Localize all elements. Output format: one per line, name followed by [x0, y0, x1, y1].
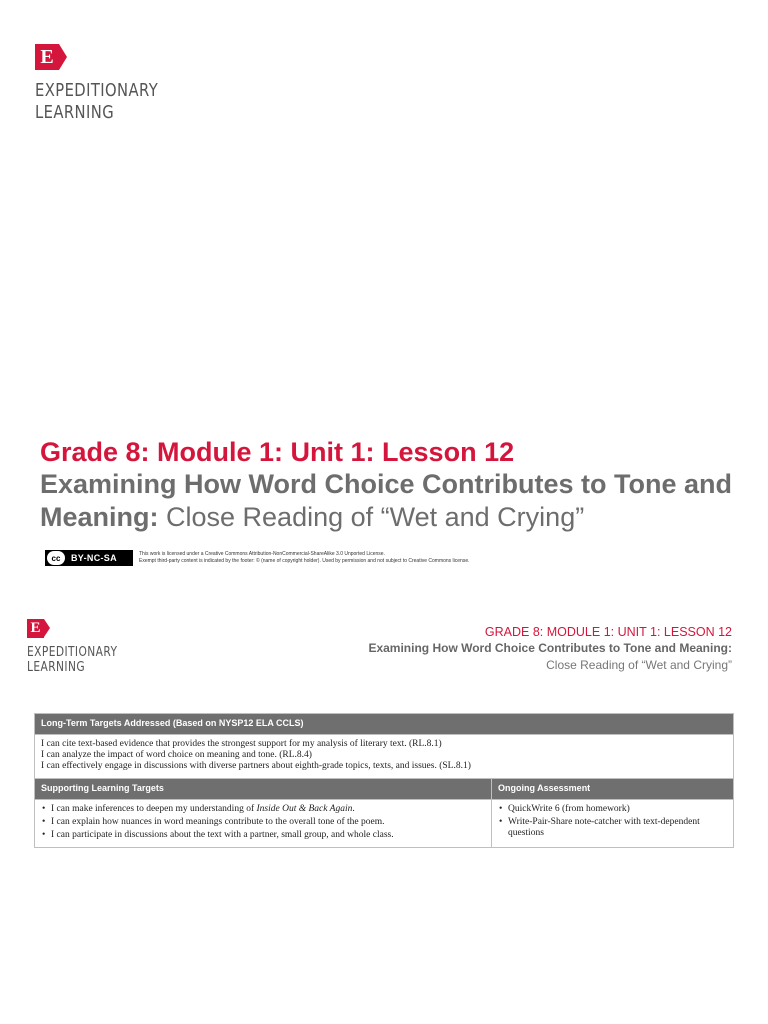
license-line-1: This work is licensed under a Creative Commons Attribution-NonCommercial-ShareAlike 3.0 Unported License. [139, 551, 385, 557]
book-title: Inside Out & Back Again [256, 804, 353, 814]
long-term-target: I can cite text-based evidence that provides the strongest support for my analysis of literary text. (RL.8.1) [41, 739, 442, 749]
ongoing-assessment-cell [492, 800, 734, 848]
long-term-target: I can analyze the impact of word choice on meaning and tone. (RL.8.4) [41, 750, 312, 760]
cover-subtitle-bold: Examining How Word Choice Contributes to Tone and Meaning: [40, 469, 733, 532]
cover-subtitle-rest: Close Reading of “Wet and Crying” [158, 502, 585, 532]
logo-line-2: LEARNING [35, 102, 115, 123]
cc-license-badge-icon[interactable] [45, 550, 133, 566]
list-item: • I can explain how nuances in word meanings contribute to the overall tone of the poem. [51, 817, 485, 828]
supporting-targets-list [41, 804, 485, 841]
supporting-target-suffix: . [352, 804, 355, 814]
supporting-targets-cell [35, 800, 492, 848]
header-subtitle: Examining How Word Choice Contributes to Tone and Meaning: [368, 641, 732, 655]
expeditionary-learning-logo [35, 44, 185, 124]
cover-lesson-title: Grade 8: Module 1: Unit 1: Lesson 12 [40, 437, 515, 467]
header-lesson: GRADE 8: MODULE 1: UNIT 1: LESSON 12 [484, 625, 732, 639]
long-term-target: I can effectively engage in discussions with diverse partners about eighth-grade topics, texts, and issues. (SL.8.1) [41, 761, 471, 771]
page-header [368, 624, 732, 673]
logo-wordmark [35, 80, 158, 124]
expeditionary-learning-logo-small [27, 619, 137, 675]
cover-subtitle [40, 468, 740, 534]
logo-wordmark [27, 645, 117, 675]
supporting-targets-header: Supporting Learning Targets [35, 779, 492, 800]
license-block [45, 550, 470, 566]
ongoing-assessment-header: Ongoing Assessment [492, 779, 734, 800]
logo-line-1: EXPEDITIONARY [35, 80, 159, 101]
el-logo-mark-icon: E [35, 44, 59, 70]
cc-badge-label: BY-NC-SA [71, 553, 117, 563]
logo-line-2: LEARNING [27, 660, 86, 675]
list-item: • I can participate in discussions about the text with a partner, small group, and whole class. [51, 830, 485, 841]
logo-line-1: EXPEDITIONARY [27, 645, 118, 660]
list-item: • QuickWrite 6 (from homework) [508, 804, 727, 815]
header-subtitle-2: Close Reading of “Wet and Crying” [546, 658, 732, 672]
list-item: • Write-Pair-Share note-catcher with text-dependent questions [508, 817, 727, 839]
license-line-2: Exempt third-party content is indicated by the footer: © (name of copyright holder). Used by permission and not subject to Creative Commons license. [139, 558, 470, 564]
cc-symbol: cc [47, 551, 65, 565]
long-term-targets-cell [35, 735, 734, 779]
long-term-targets-header: Long-Term Targets Addressed (Based on NYSP12 ELA CCLS) [35, 714, 734, 735]
assessment-list [498, 804, 727, 839]
learning-targets-table [34, 713, 734, 848]
el-logo-mark-icon: E [27, 619, 44, 638]
supporting-target-prefix: I can make inferences to deepen my understanding of [51, 804, 257, 814]
list-item [51, 804, 485, 815]
license-text [139, 551, 470, 565]
cover-title-block [40, 436, 740, 534]
